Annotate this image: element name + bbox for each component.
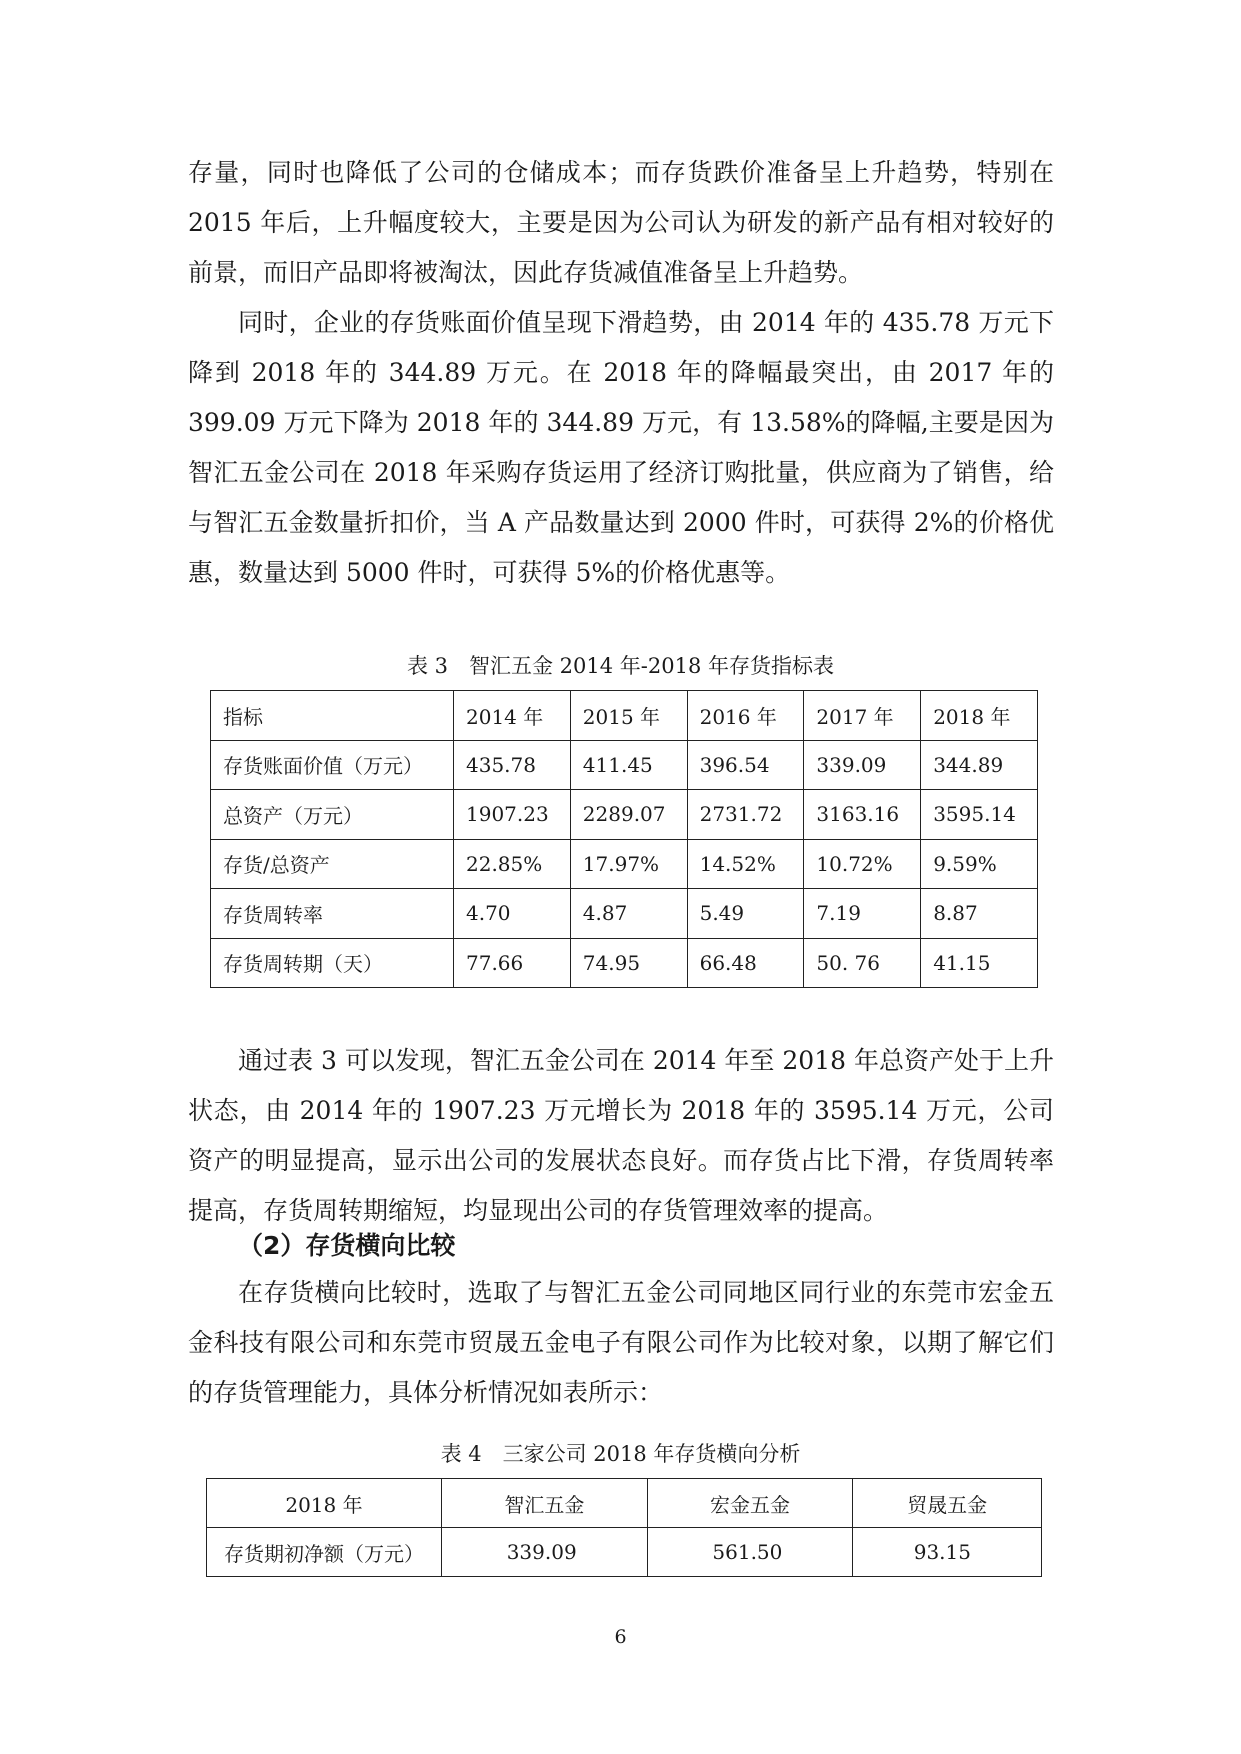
page-number: 6 bbox=[614, 1626, 627, 1648]
table-cell: 存货期初净额（万元） bbox=[207, 1528, 442, 1577]
table-3-inventory-indicators bbox=[210, 690, 1038, 988]
table-row bbox=[211, 691, 1038, 741]
table-row bbox=[211, 740, 1038, 790]
table-cell: 435.78 bbox=[454, 740, 571, 790]
table-row bbox=[207, 1479, 1042, 1528]
table-cell: 411.45 bbox=[570, 740, 687, 790]
paragraph-horizontal-comparison: 在存货横向比较时，选取了与智汇五金公司同地区同行业的东莞市宏金五金科技有限公司和东莞市贸晟五金电子有限公司作为比较对象，以期了解它们的存货管理能力，具体分析情况如表所示： bbox=[188, 1278, 1054, 1407]
table-cell: 9.59% bbox=[921, 839, 1038, 889]
table-header-cell: 2016 年 bbox=[687, 691, 804, 741]
table-row bbox=[211, 790, 1038, 840]
table-cell: 5.49 bbox=[687, 889, 804, 939]
table-4-caption: 表 4 三家公司 2018 年存货横向分析 bbox=[440, 1442, 801, 1466]
table-cell: 总资产（万元） bbox=[211, 790, 454, 840]
table-cell: 344.89 bbox=[921, 740, 1038, 790]
table-cell: 396.54 bbox=[687, 740, 804, 790]
table-cell: 66.48 bbox=[687, 938, 804, 988]
table-row bbox=[211, 889, 1038, 939]
table-cell: 93.15 bbox=[853, 1528, 1042, 1577]
table-4-horizontal-analysis bbox=[206, 1478, 1042, 1577]
table-header-cell: 2018 年 bbox=[921, 691, 1038, 741]
table-row bbox=[211, 938, 1038, 988]
section-heading: （2）存货横向比较 bbox=[238, 1231, 456, 1260]
paragraph-table3-analysis: 通过表 3 可以发现，智汇五金公司在 2014 年至 2018 年总资产处于上升状态，由 2014 年的 1907.23 万元增长为 2018 年的 3595.14 万元，公司资产的明显提高，显示出公司的发展状态良好。而存货占比下滑，存货周转率提高，存货周转期缩短，均显现出公司的存货管理效率的提高。 bbox=[188, 1046, 1054, 1225]
table-cell: 2289.07 bbox=[570, 790, 687, 840]
table-cell: 4.87 bbox=[570, 889, 687, 939]
table-cell: 存货/总资产 bbox=[211, 839, 454, 889]
table-cell: 4.70 bbox=[454, 889, 571, 939]
table-cell: 22.85% bbox=[454, 839, 571, 889]
table-header-cell: 2015 年 bbox=[570, 691, 687, 741]
table-cell: 存货账面价值（万元） bbox=[211, 740, 454, 790]
table-cell: 41.15 bbox=[921, 938, 1038, 988]
table-cell: 74.95 bbox=[570, 938, 687, 988]
table-header-cell: 2017 年 bbox=[804, 691, 921, 741]
table-cell: 50. 76 bbox=[804, 938, 921, 988]
table-cell: 1907.23 bbox=[454, 790, 571, 840]
table-cell: 339.09 bbox=[804, 740, 921, 790]
table-cell: 3595.14 bbox=[921, 790, 1038, 840]
paragraph-book-value: 同时，企业的存货账面价值呈现下滑趋势，由 2014 年的 435.78 万元下降到 2018 年的 344.89 万元。在 2018 年的降幅最突出，由 2017 年的 399.09 万元下降为 2018 年的 344.89 万元，有 13.58%的降幅,主要是因为智汇五金公司在 2018 年采购存货运用了经济订购批量，供应商为了销售，给与智汇五金数量折扣价，当 A 产品数量达到 2000 件时，可获得 2%的价格优惠，数量达到 5000 件时，可获得 5%的价格优惠等。 bbox=[188, 308, 1054, 587]
table-cell: 存货周转期（天） bbox=[211, 938, 454, 988]
table-row bbox=[207, 1528, 1042, 1577]
table-cell: 2731.72 bbox=[687, 790, 804, 840]
table-row bbox=[211, 839, 1038, 889]
table-cell: 14.52% bbox=[687, 839, 804, 889]
table-cell: 77.66 bbox=[454, 938, 571, 988]
table-header-cell: 智汇五金 bbox=[442, 1479, 648, 1528]
table-cell: 561.50 bbox=[647, 1528, 853, 1577]
table-cell: 存货周转率 bbox=[211, 889, 454, 939]
table-header-cell: 贸晟五金 bbox=[853, 1479, 1042, 1528]
table-header-cell: 指标 bbox=[211, 691, 454, 741]
table-cell: 10.72% bbox=[804, 839, 921, 889]
table-header-cell: 2018 年 bbox=[207, 1479, 442, 1528]
table-cell: 8.87 bbox=[921, 889, 1038, 939]
table-cell: 339.09 bbox=[442, 1528, 648, 1577]
table-header-cell: 2014 年 bbox=[454, 691, 571, 741]
table-header-cell: 宏金五金 bbox=[647, 1479, 853, 1528]
paragraph-continuation: 存量，同时也降低了公司的仓储成本；而存货跌价准备呈上升趋势，特别在 2015 年后，上升幅度较大，主要是因为公司认为研发的新产品有相对较好的前景，而旧产品即将被淘汰，因此存货减值准备呈上升趋势。 bbox=[188, 158, 1054, 287]
table-cell: 17.97% bbox=[570, 839, 687, 889]
table-cell: 7.19 bbox=[804, 889, 921, 939]
table-3-caption: 表 3 智汇五金 2014 年-2018 年存货指标表 bbox=[406, 654, 835, 678]
table-cell: 3163.16 bbox=[804, 790, 921, 840]
